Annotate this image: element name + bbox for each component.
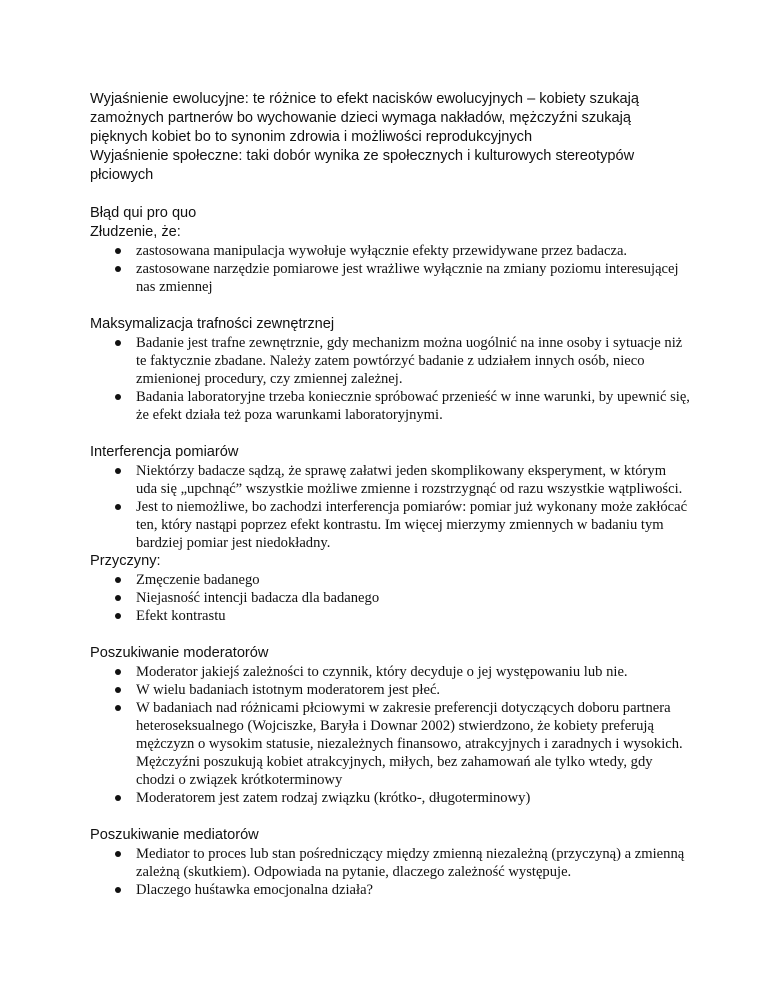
external-validity-list: [90, 334, 690, 424]
list-item: Dlaczego huśtawka emocjonalna działa?: [90, 881, 690, 899]
list-item: zastosowane narzędzie pomiarowe jest wrażliwe wyłącznie na zmiany poziomu interesującej nas zmiennej: [90, 260, 690, 296]
list-item: zastosowana manipulacja wywołuje wyłącznie efekty przewidywane przez badacza.: [90, 242, 690, 260]
section-heading-interference: Interferencja pomiarów: [90, 444, 239, 460]
list-item: Badania laboratoryjne trzeba koniecznie spróbować przenieść w inne warunki, by upewnić się, że efekt działa też poza warunkami laboratoryjnymi.: [90, 388, 690, 424]
intro-paragraph-evolutionary: Wyjaśnienie ewolucyjne: te różnice to efekt nacisków ewolucyjnych – kobiety szukają zamożnych partnerów bo wychowanie dzieci wymaga nakładów, mężczyźni szukają pięknych kobiet bo to synonim zdrowia i możliwości reprodukcyjnych: [90, 91, 640, 145]
section-heading-causes: Przyczyny:: [90, 553, 161, 569]
list-item: Efekt kontrastu: [90, 607, 690, 625]
list-item: Moderatorem jest zatem rodzaj związku (krótko-, długoterminowy): [90, 789, 690, 807]
section-heading-qui-pro-quo: Błąd qui pro quo: [90, 205, 197, 221]
section-subheading-illusion: Złudzenie, że:: [90, 224, 181, 240]
mediators-list: [90, 845, 690, 899]
document-page: [90, 90, 690, 899]
section-heading-moderators: Poszukiwanie moderatorów: [90, 645, 269, 661]
list-item: W badaniach nad różnicami płciowymi w zakresie preferencji dotyczących doboru partnera heteroseksualnego (Wojciszke, Baryła i Downar 2002) stwierdzono, że kobiety preferują mężczyzn o wysokim statusie, niezależnych finansowo, atrakcyjnych i zaradnych i wysokich. Mężczyźni poszukują kobiet atrakcyjnych, miłych, bez zahamowań ale tylko wtedy, gdy chodzi o związek krótkoterminowy: [90, 699, 690, 789]
moderators-list: [90, 663, 690, 807]
section-heading-external-validity: Maksymalizacja trafności zewnętrznej: [90, 316, 335, 332]
list-item: Niektórzy badacze sądzą, że sprawę załatwi jeden skomplikowany eksperyment, w którym uda się „upchnąć” wszystkie możliwe zmienne i rozstrzygnąć od razu wszystkie wątpliwości.: [90, 462, 690, 498]
list-item: W wielu badaniach istotnym moderatorem jest płeć.: [90, 681, 690, 699]
list-item: Badanie jest trafne zewnętrznie, gdy mechanizm można uogólnić na inne osoby i sytuacje niż te faktycznie zbadane. Należy zatem powtórzyć badanie z udziałem innych osób, nieco zmienionej procedury, czy zmiennej zależnej.: [90, 334, 690, 388]
section-heading-mediators: Poszukiwanie mediatorów: [90, 827, 259, 843]
list-item: Zmęczenie badanego: [90, 571, 690, 589]
list-item: Niejasność intencji badacza dla badanego: [90, 589, 690, 607]
list-item: Mediator to proces lub stan pośredniczący między zmienną niezależną (przyczyną) a zmienną zależną (skutkiem). Odpowiada na pytanie, dlaczego zależność występuje.: [90, 845, 690, 881]
list-item: Jest to niemożliwe, bo zachodzi interferencja pomiarów: pomiar już wykonany może zakłócać ten, który nastąpi poprzez efekt kontrastu. Im więcej mierzymy zmiennych w badaniu tym bardziej pomiar jest niedokładny.: [90, 498, 690, 552]
list-item: Moderator jakiejś zależności to czynnik, który decyduje o jej występowaniu lub nie.: [90, 663, 690, 681]
qui-pro-quo-list: [90, 242, 690, 296]
interference-list: [90, 462, 690, 552]
causes-list: [90, 571, 690, 625]
intro-paragraph-social: Wyjaśnienie społeczne: taki dobór wynika ze społecznych i kulturowych stereotypów płciowych: [90, 148, 635, 183]
